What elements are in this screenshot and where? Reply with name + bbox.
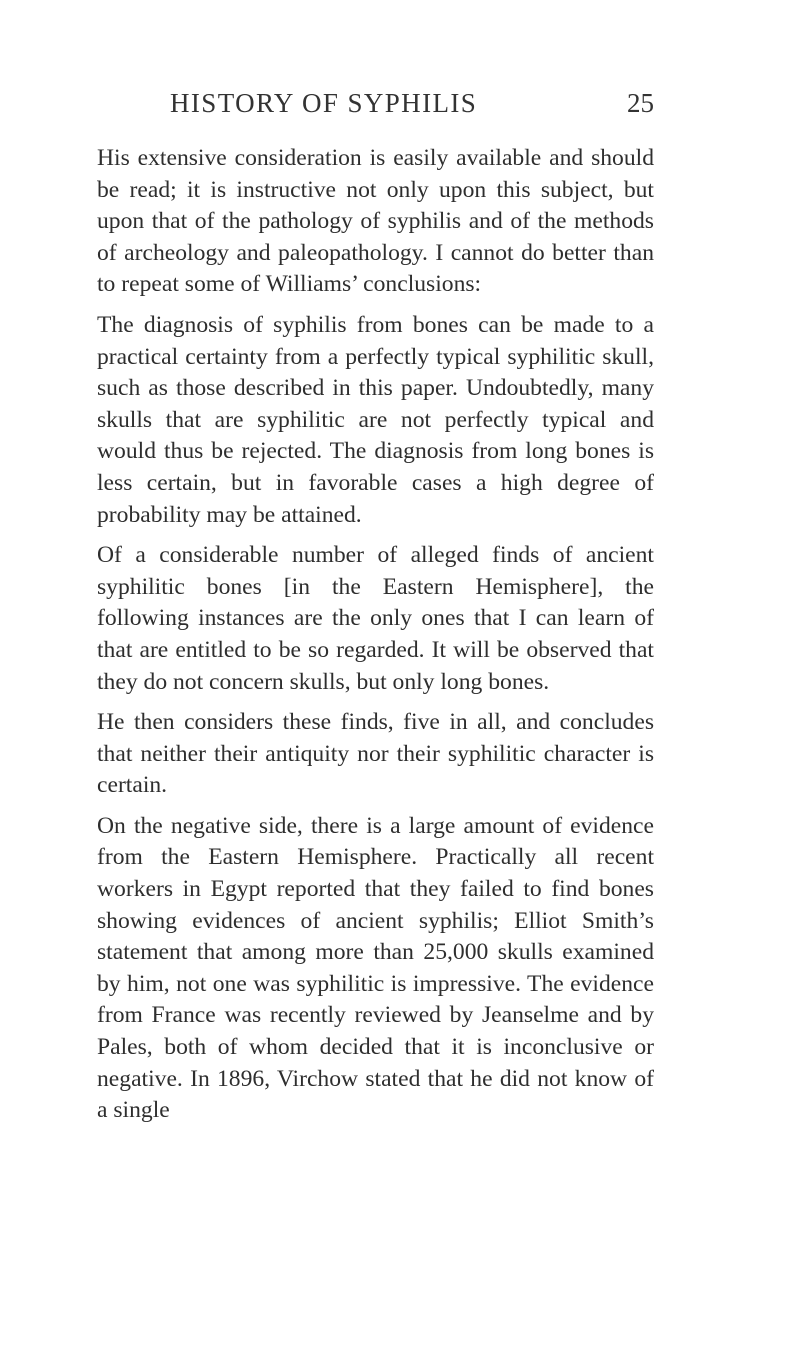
running-title: HISTORY OF SYPHILIS: [170, 88, 478, 118]
quote-paragraph-finds: Of a considerable number of alleged finds of ancient syphilitic bones [in the Eastern Hemisphere], the following instances are the only ones that I can learn of that are entitled to be so regarded. It will be observed that they do not concern skulls, but only long bones.: [97, 542, 654, 695]
body-text: [97, 143, 654, 1136]
page-number: 25: [627, 88, 654, 118]
paragraph-negative-evidence: On the negative side, there is a large amount of evidence from the Eastern Hemisphere. Practically all recent workers in Egypt reported that they failed to find bones showing evidences of ancient syphilis; Elliot Smith’s statement that among more than 25,000 skulls examined by him, not one was syphilitic is impressive. The evidence from France was recently reviewed by Jeanselme and by Pales, both of whom decided that it is inconclusive or negative. In 1896, Virchow stated that he did not know of a single: [97, 812, 654, 1124]
paragraph-conclusion: He then considers these finds, five in all, and concludes that neither their antiquity nor their syphilitic character is certain.: [97, 709, 654, 799]
quote-paragraph-diagnosis: The diagnosis of syphilis from bones can be made to a practical certainty from a perfectly typical syphilitic skull, such as those described in this paper. Undoubtedly, many skulls that are syphilitic are not perfectly typical and would thus be rejected. The diagnosis from long bones is less certain, but in favorable cases a high degree of probability may be attained.: [97, 311, 654, 528]
paragraph-intro: His extensive consideration is easily available and should be read; it is instructive not only upon this subject, but upon that of the pathology of syphilis and of the methods of archeology and paleopathology. I cannot do better than to repeat some of Williams’ conclusions:: [97, 145, 654, 298]
